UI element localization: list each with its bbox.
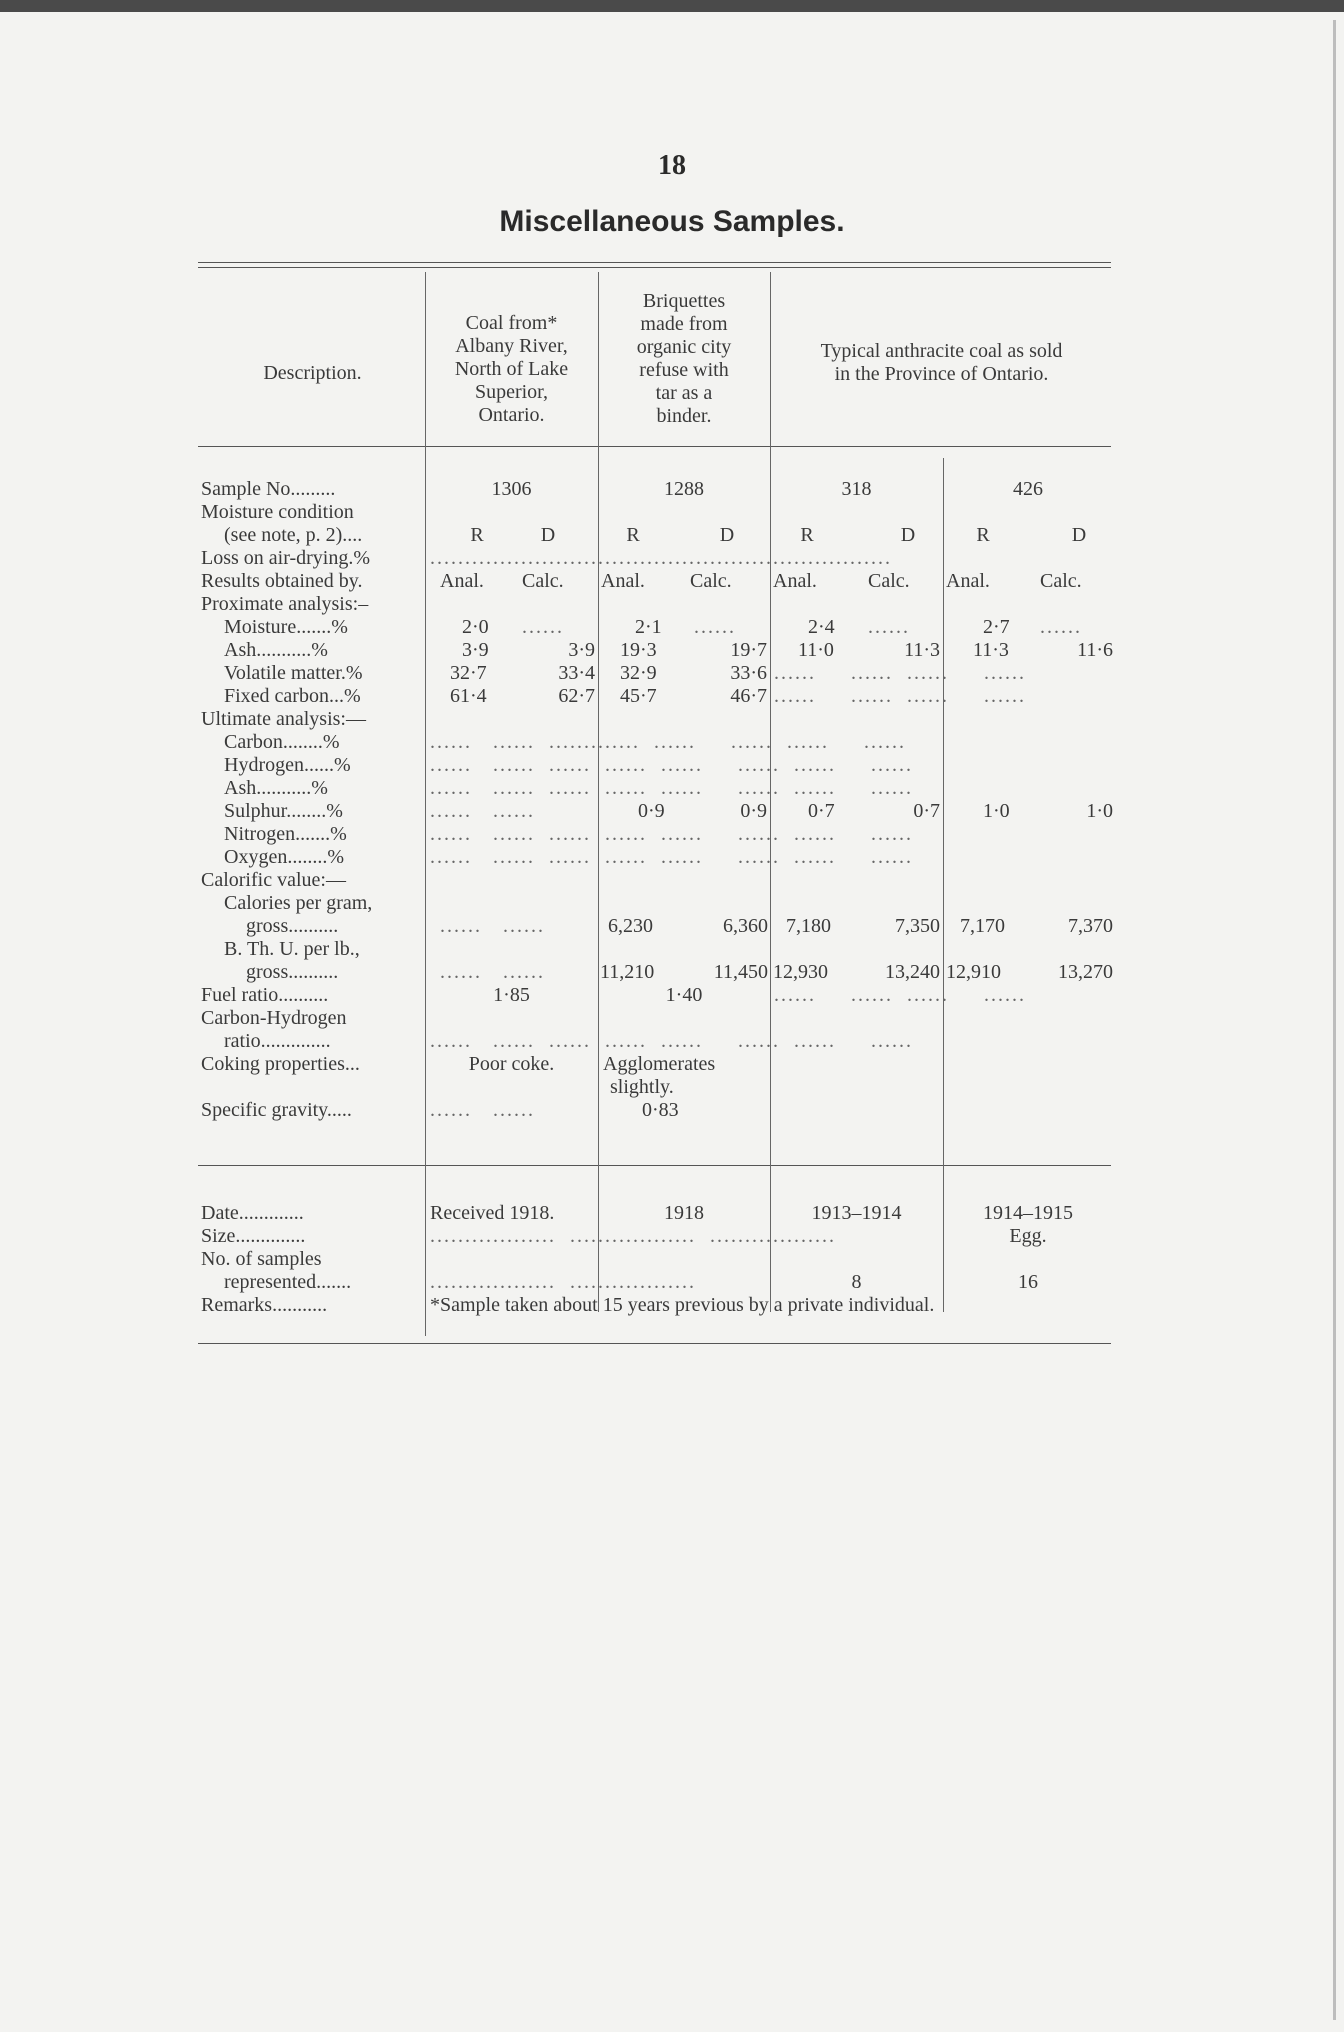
sample-no-4: 426 [1013, 478, 1043, 500]
header-col1: Coal from* Albany River, North of Lake Superior, Ontario. [454, 312, 569, 426]
label-gross-btu: gross.......... [246, 961, 339, 983]
volatile-1288-r: 32·9 [620, 662, 657, 684]
column-divider-1 [425, 272, 426, 1336]
date-1288: 1918 [664, 1202, 704, 1224]
sulphur-1288-r: 0·9 [638, 800, 665, 822]
btu-318-r: 12,930 [773, 961, 828, 983]
label-ultimate: Ultimate analysis:— [201, 708, 366, 730]
dots: ...... ...... [430, 1099, 535, 1121]
label-moisture: Moisture.......% [224, 616, 348, 638]
label-coking: Coking properties... [201, 1053, 360, 1075]
sulphur-1288-d: 0·9 [740, 800, 767, 822]
label-hydrogen: Hydrogen......% [224, 754, 351, 776]
moisture-318: 2·4 [808, 616, 835, 638]
table-bottom-rule [198, 1343, 1111, 1344]
cond-d-1: D [540, 524, 556, 546]
header-description: Description. [263, 362, 362, 384]
fixed-1306-d: 62·7 [558, 685, 595, 707]
label-moisture-condition: Moisture condition [201, 501, 354, 523]
dots: ...... [868, 616, 910, 638]
cal-318-d: 7,350 [895, 915, 940, 937]
results-calc-3: Calc. [868, 570, 910, 592]
sulphur-426-r: 1·0 [983, 800, 1010, 822]
results-anal-2: Anal. [601, 570, 645, 592]
label-carbon-hydrogen: Carbon-Hydrogen [201, 1007, 347, 1029]
dots: ...... ...... ............. ...... ...... ...... ...... [430, 731, 906, 753]
cond-r-2: R [626, 524, 640, 546]
represented-318: 8 [851, 1271, 862, 1293]
cal-318-r: 7,180 [786, 915, 831, 937]
label-ratio: ratio.............. [224, 1030, 331, 1052]
fixed-1288-d: 46·7 [730, 685, 767, 707]
btu-318-d: 13,240 [885, 961, 940, 983]
dots: ...... ...... ...... ...... [774, 662, 1026, 684]
dots: ...... ...... ...... ...... ...... ...... ...... ...... [430, 754, 913, 776]
label-oxygen: Oxygen........% [224, 846, 344, 868]
dots: ...... [1040, 616, 1082, 638]
cond-r-3: R [800, 524, 814, 546]
ash-1306-r: 3·9 [462, 639, 489, 661]
label-gross: gross.......... [246, 915, 339, 937]
fuel-ratio-1288: 1·40 [665, 984, 703, 1006]
btu-426-d: 13,270 [1058, 961, 1113, 983]
label-proximate: Proximate analysis:– [201, 593, 369, 615]
dots: ...... ...... ...... ...... ...... ...... ...... ...... [430, 777, 913, 799]
coking-1288: Agglomerates [603, 1053, 716, 1075]
dots: ...... ...... [440, 915, 545, 937]
date-426: 1914–1915 [983, 1202, 1073, 1224]
ash-426-d: 11·6 [1077, 639, 1113, 661]
results-anal-3: Anal. [773, 570, 817, 592]
dots: ...... [694, 616, 736, 638]
label-sample-no: Sample No......... [201, 478, 336, 500]
ash-318-r: 11·0 [798, 639, 834, 661]
cond-r-4: R [976, 524, 990, 546]
cal-1288-r: 6,230 [608, 915, 653, 937]
label-no-samples: No. of samples [201, 1248, 322, 1270]
table-top-rule [198, 262, 1111, 263]
ash-1288-r: 19·3 [620, 639, 657, 661]
btu-1288-r: 11,210 [600, 961, 655, 983]
label-represented: represented....... [224, 1271, 352, 1293]
cal-426-r: 7,170 [960, 915, 1005, 937]
label-size: Size.............. [201, 1225, 306, 1247]
scan-right-edge [1333, 20, 1336, 2020]
fixed-1306-r: 61·4 [450, 685, 487, 707]
volatile-1288-d: 33·6 [730, 662, 767, 684]
label-nitrogen: Nitrogen.......% [224, 823, 347, 845]
dots: ...... ...... ...... ...... [774, 984, 1026, 1006]
cal-426-d: 7,370 [1068, 915, 1113, 937]
ash-426-r: 11·3 [973, 639, 1009, 661]
sample-no-2: 1288 [664, 478, 704, 500]
remarks-note: *Sample taken about 15 years previous by a private individual. [430, 1294, 935, 1316]
dots: ...... [522, 616, 564, 638]
label-carbon: Carbon........% [224, 731, 340, 753]
sample-no-1: 1306 [491, 478, 532, 500]
dots: ...... ...... ...... ...... ...... ...... ...... ...... [430, 846, 913, 868]
ash-1306-d: 3·9 [568, 639, 595, 661]
coking-1288-line2: slightly. [610, 1076, 674, 1098]
scan-top-edge [0, 0, 1344, 12]
represented-426: 16 [1018, 1271, 1038, 1293]
results-anal-4: Anal. [946, 570, 990, 592]
loss-dots: .................................................................. [430, 547, 892, 569]
label-sulphur: Sulphur........% [224, 800, 343, 822]
label-date: Date............. [201, 1202, 304, 1224]
cond-d-3: D [900, 524, 916, 546]
dots: ...... ...... [440, 961, 545, 983]
dots: ...... ...... ...... ...... ...... ...... ...... ...... [430, 1030, 913, 1052]
label-ash: Ash...........% [224, 639, 328, 661]
size-426: Egg. [1009, 1225, 1047, 1247]
header-col2: Briquettes made from organic city refuse with tar as a binder. [636, 290, 732, 427]
cond-r-1: R [470, 524, 484, 546]
fixed-1288-r: 45·7 [620, 685, 657, 707]
sulphur-426-d: 1·0 [1086, 800, 1113, 822]
label-loss-air-drying: Loss on air-drying.% [201, 547, 371, 569]
body-bottom-rule [198, 1165, 1111, 1166]
sulphur-318-d: 0·7 [913, 800, 940, 822]
table-top-rule-double [198, 267, 1111, 268]
specific-gravity-1288: 0·83 [642, 1099, 679, 1121]
fuel-ratio-1306: 1·85 [493, 984, 530, 1006]
sulphur-318-r: 0·7 [808, 800, 835, 822]
page-number: 18 [658, 150, 686, 181]
date-318: 1913–1914 [811, 1202, 902, 1224]
volatile-1306-r: 32·7 [450, 662, 487, 684]
btu-426-r: 12,910 [946, 961, 1001, 983]
dots: ...... ...... ...... ...... ...... ...... ...... ...... [430, 823, 913, 845]
label-specific-gravity: Specific gravity..... [201, 1099, 352, 1121]
ash-1288-d: 19·7 [730, 639, 767, 661]
moisture-1288: 2·1 [635, 616, 662, 638]
label-btu: B. Th. U. per lb., [224, 938, 360, 960]
btu-1288-d: 11,450 [713, 961, 768, 983]
header-col34: Typical anthracite coal as sold in the Province of Ontario. [820, 340, 1063, 385]
moisture-1306: 2·0 [462, 616, 489, 638]
page-title: Miscellaneous Samples. [499, 205, 845, 238]
results-calc-4: Calc. [1040, 570, 1082, 592]
column-divider-4 [943, 458, 944, 1312]
label-ash-ultimate: Ash...........% [224, 777, 328, 799]
sample-no-3: 318 [841, 478, 872, 500]
cond-d-2: D [719, 524, 735, 546]
date-1306: Received 1918. [430, 1202, 555, 1224]
cond-d-4: D [1071, 524, 1087, 546]
moisture-426: 2·7 [983, 616, 1010, 638]
results-calc-2: Calc. [690, 570, 732, 592]
label-fuel-ratio: Fuel ratio.......... [201, 984, 329, 1006]
cal-1288-d: 6,360 [723, 915, 768, 937]
label-fixed-carbon: Fixed carbon...% [224, 685, 361, 707]
coking-1306: Poor coke. [468, 1053, 555, 1075]
header-bottom-rule [198, 446, 1111, 447]
volatile-1306-d: 33·4 [558, 662, 595, 684]
label-volatile: Volatile matter.% [224, 662, 363, 684]
label-calorific: Calorific value:— [201, 869, 346, 891]
label-results-obtained: Results obtained by. [201, 570, 363, 592]
dots: .................. .................. .................. [430, 1225, 836, 1247]
label-calories-per-gram: Calories per gram, [224, 892, 373, 914]
dots: ...... ...... [430, 800, 535, 822]
results-calc-1: Calc. [522, 570, 564, 592]
dots: .................. .................. [430, 1271, 696, 1293]
label-see-note: (see note, p. 2).... [224, 524, 363, 546]
results-anal-1: Anal. [440, 570, 484, 592]
ash-318-d: 11·3 [904, 639, 940, 661]
label-remarks: Remarks........... [201, 1294, 328, 1316]
dots: ...... ...... ...... ...... [774, 685, 1026, 707]
